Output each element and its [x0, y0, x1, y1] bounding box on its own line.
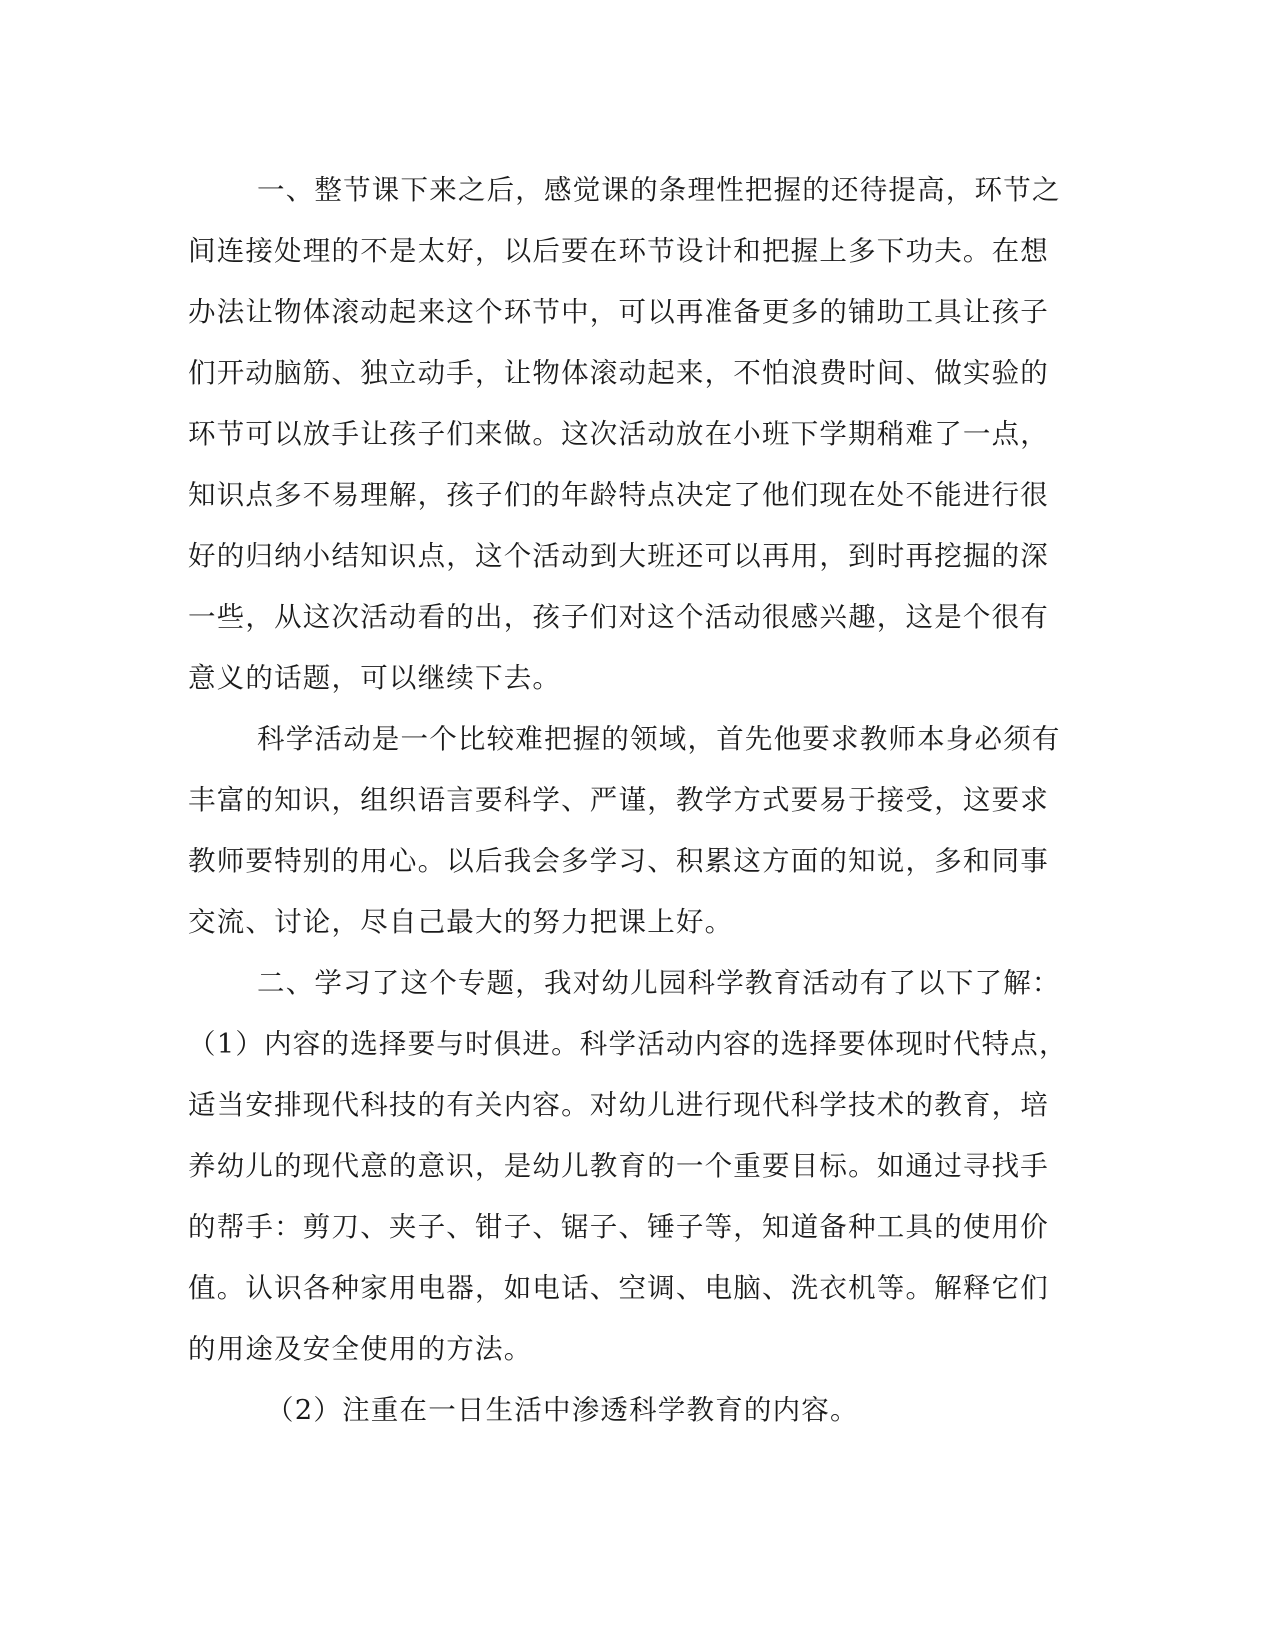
text-line: （2）注重在一日生活中渗透科学教育的内容。 [266, 1394, 859, 1426]
text-line: 值。认识各种家用电器，如电话、空调、电脑、洗衣机等。解释它们 [188, 1272, 1049, 1304]
text-line: 养幼儿的现代意的意识，是幼儿教育的一个重要目标。如通过寻找手 [188, 1150, 1049, 1182]
text-line: 一、整节课下来之后，感觉课的条理性把握的还待提高，环节之 [257, 174, 1061, 206]
text-line: 的帮手：剪刀、夹子、钳子、锯子、锤子等，知道备种工具的使用价 [188, 1211, 1049, 1243]
text-line: 教师要特别的用心。以后我会多学习、积累这方面的知说，多和同事 [188, 845, 1049, 877]
text-line: 好的归纳小结知识点，这个活动到大班还可以再用，到时再挖掘的深 [188, 540, 1049, 572]
text-line: 丰富的知识，组织语言要科学、严谨，教学方式要易于接受，这要求 [188, 784, 1049, 816]
text-line: 的用途及安全使用的方法。 [188, 1333, 533, 1365]
paragraph-1 [188, 160, 1061, 709]
text-line: 办法让物体滚动起来这个环节中，可以再准备更多的铺助工具让孩子 [188, 296, 1049, 328]
text-line: 交流、讨论，尽自己最大的努力把课上好。 [188, 906, 734, 938]
text-line: 适当安排现代科技的有关内容。对幼儿进行现代科学技术的教育，培 [188, 1089, 1049, 1121]
text-line: 二、学习了这个专题，我对幼儿园科学教育活动有了以下了解： [257, 967, 1061, 999]
paragraph-4 [188, 1380, 1048, 1441]
text-line: 意义的话题，可以继续下去。 [188, 662, 562, 694]
document-body [188, 160, 1068, 1441]
text-line: 间连接处理的不是太好，以后要在环节设计和把握上多下功夫。在想 [188, 235, 1049, 267]
text-line: 环节可以放手让孩子们来做。这次活动放在小班下学期稍难了一点， [188, 418, 1049, 450]
text-line: （1）内容的选择要与时俱进。科学活动内容的选择要体现时代特点， [188, 1028, 1068, 1060]
text-line: 们开动脑筋、独立动手，让物体滚动起来，不怕浪费时间、做实验的 [188, 357, 1049, 389]
text-line: 科学活动是一个比较难把握的领域，首先他要求教师本身必须有 [257, 723, 1061, 755]
text-line: 一些，从这次活动看的出，孩子们对这个活动很感兴趣，这是个很有 [188, 601, 1049, 633]
paragraph-3 [188, 953, 1068, 1380]
paragraph-2 [188, 709, 1061, 953]
text-line: 知识点多不易理解，孩子们的年龄特点决定了他们现在处不能进行很 [188, 479, 1049, 511]
